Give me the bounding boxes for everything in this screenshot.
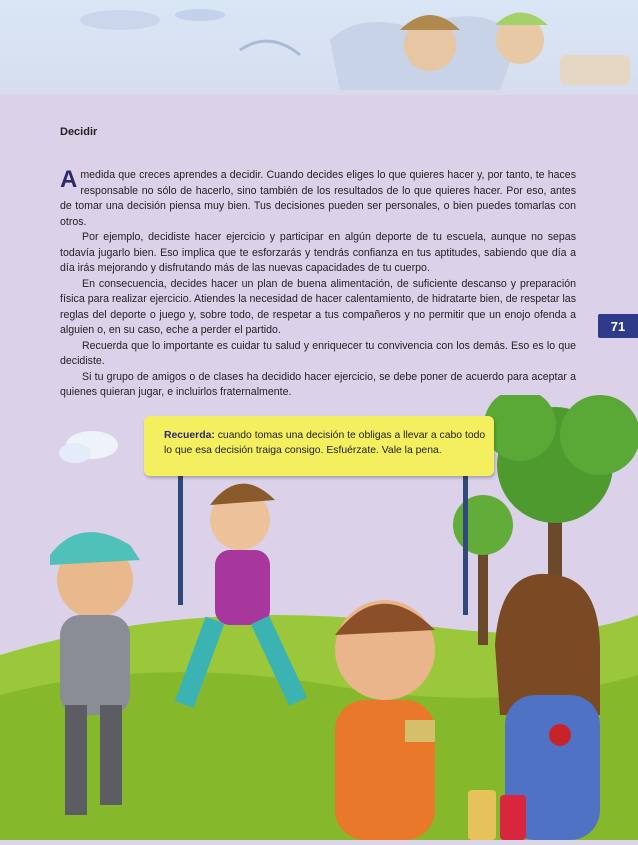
- section-title: Decidir: [60, 126, 98, 138]
- reminder-content: cuando tomas una decisión te obligas a llevar a cabo todo lo que esa decisión traiga consigo. Esfuérzate. Vale la pena.: [164, 430, 486, 456]
- reminder-label: Recuerda:: [164, 430, 215, 441]
- paragraph-1: [60, 168, 576, 230]
- body-text: [60, 168, 576, 401]
- paragraph-3: En consecuencia, decides hacer un plan de buena alimentación, de suficiente descanso y preparación física para realizar ejercicio. Atiendes la necesidad de hacer calentamiento, de hidratarte bien, de respetar las reglas del deporte o juego y, sobre todo, de respetar a tus compañeros y no permitir que un enojo ofenda a alguien o, en su caso, eche a perder el partido.: [60, 277, 576, 336]
- page-number: 71: [598, 314, 638, 338]
- paragraph-4: Recuerda que lo importante es cuidar tu salud y enriquecer tu convivencia con los demás. Eso es lo que decidiste.: [60, 339, 576, 367]
- drop-cap: A: [60, 166, 78, 193]
- paragraph-5: Si tu grupo de amigos o de clases ha decidido hacer ejercicio, se debe poner de acuerdo para aceptar a quienes quieran jugar, e incluirlos fraternalmente.: [60, 370, 576, 398]
- reminder-banner: [144, 416, 494, 476]
- paragraph-1-text: medida que creces aprendes a decidir. Cuando decides eliges lo que quieres hacer y, por tanto, te haces responsable no sólo de hacerlo, sino también de los resultados de lo que quieres hacer. Por eso, antes de tomar una decisión piensa muy bien. Tus decisiones pueden ser personales, o bien puedes tomarlas con otros.: [60, 169, 576, 228]
- paragraph-2: Por ejemplo, decidiste hacer ejercicio y participar en algún deporte de tu escuela, aunque no sepas todavía jugarlo bien. Eso implica que te esforzarás y tendrás confianza en tus aptitudes, sabiendo que día a día irás mejorando y disfrutando más de las nuevas capacidades de tu cuerpo.: [60, 231, 576, 274]
- reminder-text: [164, 428, 488, 458]
